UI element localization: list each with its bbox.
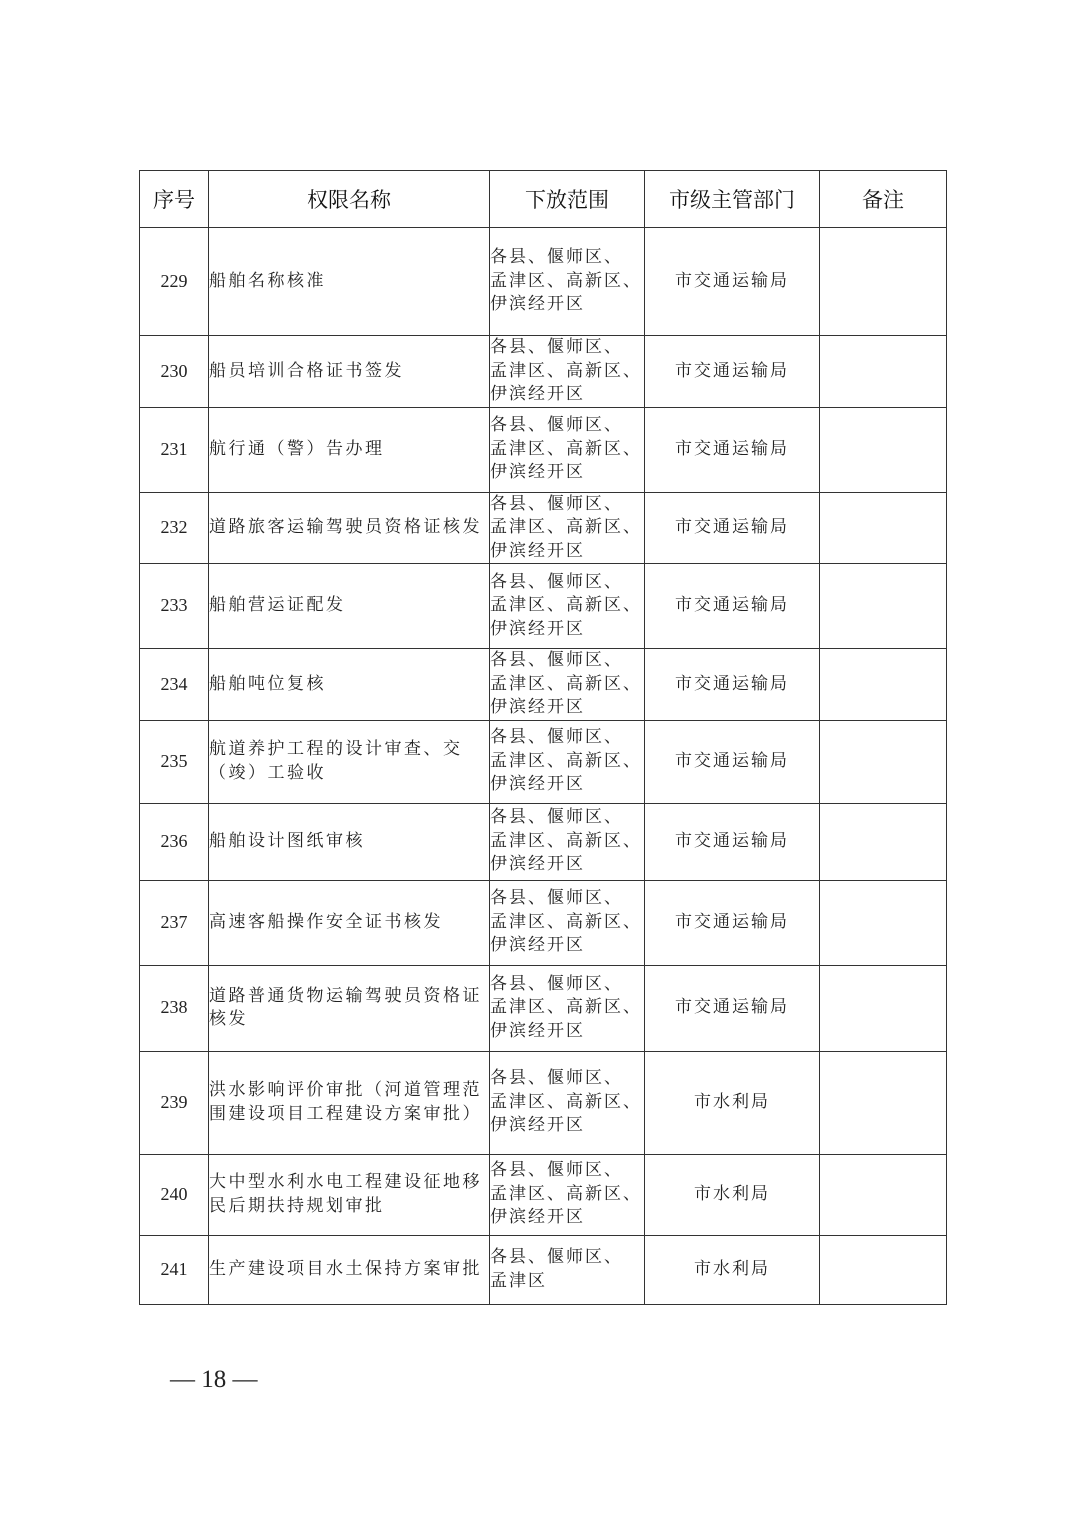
row-remarks [820,492,947,564]
table-row [140,336,947,408]
scope-line: 孟津区、高新区、 [490,911,642,932]
row-delegation-scope [490,720,645,803]
row-serial-no: 231 [140,407,209,492]
row-serial-no: 233 [140,564,209,649]
table-row [140,1235,947,1304]
row-remarks [820,720,947,803]
table-row [140,649,947,721]
row-municipal-dept: 市交通运输局 [645,492,820,564]
header-serial-no: 序号 [140,171,209,228]
row-permission-name: 高速客船操作安全证书核发 [209,880,490,965]
row-delegation-scope [490,1154,645,1235]
row-municipal-dept: 市交通运输局 [645,880,820,965]
row-serial-no: 232 [140,492,209,564]
scope-line: 各县、偃师区、 [490,888,623,909]
table-row [140,1154,947,1235]
table-row [140,803,947,880]
scope-line: 各县、偃师区、 [490,650,623,670]
row-serial-no: 235 [140,720,209,803]
row-municipal-dept: 市交通运输局 [645,965,820,1051]
row-delegation-scope [490,407,645,492]
table-row [140,965,947,1051]
scope-line: 各县、偃师区、 [490,337,623,357]
row-permission-name: 船舶设计图纸审核 [209,803,490,880]
scope-line: 伊滨经开区 [490,935,585,956]
scope-line: 伊滨经开区 [490,618,585,639]
scope-line: 孟津区、高新区、 [490,750,642,771]
scope-line: 各县、偃师区、 [490,1160,623,1181]
row-serial-no: 240 [140,1154,209,1235]
row-remarks [820,564,947,649]
row-serial-no: 239 [140,1051,209,1154]
scope-line: 各县、偃师区、 [490,807,623,828]
row-municipal-dept: 市交通运输局 [645,336,820,408]
scope-line: 伊滨经开区 [490,384,585,404]
row-delegation-scope [490,228,645,336]
scope-line: 各县、偃师区、 [490,571,623,592]
scope-line: 伊滨经开区 [490,774,585,795]
row-permission-name: 船员培训合格证书签发 [209,336,490,408]
row-delegation-scope [490,965,645,1051]
scope-line: 各县、偃师区、 [490,247,623,268]
table-row [140,492,947,564]
row-serial-no: 230 [140,336,209,408]
table-header-row [140,171,947,228]
row-delegation-scope [490,336,645,408]
table-row [140,407,947,492]
row-delegation-scope [490,803,645,880]
row-serial-no: 237 [140,880,209,965]
row-serial-no: 238 [140,965,209,1051]
row-remarks [820,336,947,408]
row-remarks [820,1051,947,1154]
row-remarks [820,228,947,336]
row-permission-name: 船舶名称核准 [209,228,490,336]
row-permission-name: 航道养护工程的设计审查、交（竣）工验收 [209,720,490,803]
scope-line: 伊滨经开区 [490,854,585,875]
header-municipal-dept: 市级主管部门 [645,171,820,228]
scope-line: 孟津区、高新区、 [490,1091,642,1112]
row-delegation-scope [490,649,645,721]
scope-line: 伊滨经开区 [490,1115,585,1136]
row-remarks [820,1154,947,1235]
header-remarks: 备注 [820,171,947,228]
scope-line: 孟津区、高新区、 [490,1183,642,1204]
scope-line: 各县、偃师区、 [490,727,623,748]
permissions-table [139,170,947,1305]
row-municipal-dept: 市交通运输局 [645,228,820,336]
row-municipal-dept: 市交通运输局 [645,803,820,880]
row-serial-no: 229 [140,228,209,336]
row-delegation-scope [490,1235,645,1304]
scope-line: 各县、偃师区、 [490,1247,623,1267]
row-municipal-dept: 市水利局 [645,1235,820,1304]
scope-line: 各县、偃师区、 [490,973,623,994]
scope-line: 各县、偃师区、 [490,493,623,514]
table-row [140,880,947,965]
row-remarks [820,407,947,492]
row-remarks [820,1235,947,1304]
row-municipal-dept: 市交通运输局 [645,564,820,649]
header-delegation-scope: 下放范围 [490,171,645,228]
row-remarks [820,965,947,1051]
row-remarks [820,803,947,880]
header-permission-name: 权限名称 [209,171,490,228]
scope-line: 伊滨经开区 [490,697,585,717]
scope-line: 各县、偃师区、 [490,415,623,436]
scope-line: 孟津区、高新区、 [490,438,642,459]
row-permission-name: 生产建设项目水土保持方案审批 [209,1235,490,1304]
row-delegation-scope [490,492,645,564]
scope-line: 各县、偃师区、 [490,1068,623,1089]
row-municipal-dept: 市交通运输局 [645,407,820,492]
scope-line: 伊滨经开区 [490,294,585,315]
scope-line: 孟津区、高新区、 [490,595,642,616]
row-delegation-scope [490,1051,645,1154]
row-municipal-dept: 市交通运输局 [645,720,820,803]
scope-line: 孟津区、高新区、 [490,830,642,851]
row-delegation-scope [490,564,645,649]
scope-line: 孟津区、高新区、 [490,360,642,381]
table-row [140,720,947,803]
row-permission-name: 洪水影响评价审批（河道管理范围建设项目工程建设方案审批） [209,1051,490,1154]
scope-line: 伊滨经开区 [490,1020,585,1041]
table-row [140,228,947,336]
page-number: — 18 — [170,1366,258,1393]
row-permission-name: 道路旅客运输驾驶员资格证核发 [209,492,490,564]
scope-line: 孟津区、高新区、 [490,997,642,1018]
row-permission-name: 船舶吨位复核 [209,649,490,721]
row-municipal-dept: 市水利局 [645,1154,820,1235]
table-row [140,564,947,649]
scope-line: 孟津区 [490,1270,547,1291]
row-permission-name: 道路普通货物运输驾驶员资格证核发 [209,965,490,1051]
table-row [140,1051,947,1154]
row-permission-name: 大中型水利水电工程建设征地移民后期扶持规划审批 [209,1154,490,1235]
scope-line: 伊滨经开区 [490,540,585,561]
row-remarks [820,880,947,965]
row-serial-no: 236 [140,803,209,880]
row-remarks [820,649,947,721]
scope-line: 孟津区、高新区、 [490,673,642,694]
row-municipal-dept: 市交通运输局 [645,649,820,721]
scope-line: 孟津区、高新区、 [490,517,642,537]
row-municipal-dept: 市水利局 [645,1051,820,1154]
row-serial-no: 241 [140,1235,209,1304]
row-delegation-scope [490,880,645,965]
row-permission-name: 航行通（警）告办理 [209,407,490,492]
scope-line: 伊滨经开区 [490,462,585,483]
scope-line: 伊滨经开区 [490,1207,585,1228]
scope-line: 孟津区、高新区、 [490,270,642,291]
row-serial-no: 234 [140,649,209,721]
row-permission-name: 船舶营运证配发 [209,564,490,649]
